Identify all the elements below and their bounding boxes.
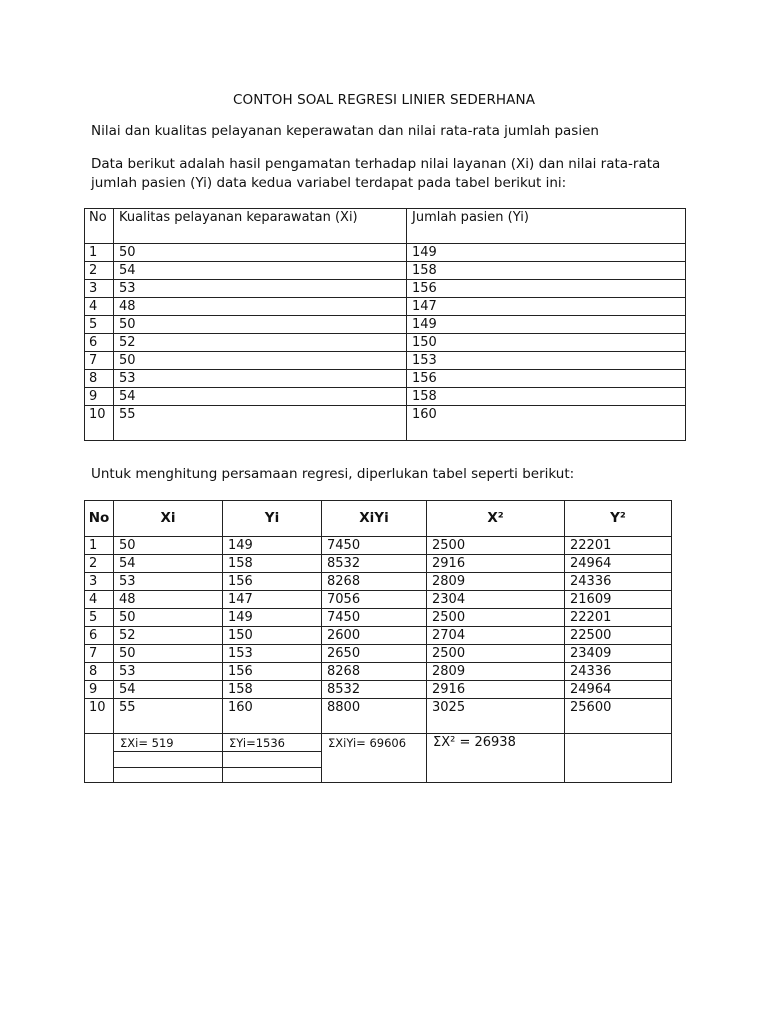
table-row: [85, 244, 686, 262]
table-cell: 8800: [322, 699, 427, 734]
column-header: No: [85, 501, 114, 537]
table-row: [85, 627, 672, 645]
table-cell: 2809: [427, 663, 565, 681]
table-cell: 150: [223, 627, 322, 645]
table-cell: 8532: [322, 681, 427, 699]
table-row: [85, 298, 686, 316]
table-row: [85, 406, 686, 441]
table-cell: 5: [85, 316, 114, 334]
table-row: [85, 370, 686, 388]
table-cell: 6: [85, 334, 114, 352]
table-cell: 3: [85, 573, 114, 591]
table-cell: 8268: [322, 663, 427, 681]
table-cell: 147: [223, 591, 322, 609]
table-cell: 2650: [322, 645, 427, 663]
table-cell: 24964: [565, 681, 672, 699]
table-cell: 55: [114, 699, 223, 734]
table-row: [85, 645, 672, 663]
table-cell: 52: [114, 627, 223, 645]
table-cell: 50: [114, 316, 407, 334]
table-cell: 2916: [427, 681, 565, 699]
table-cell: 149: [223, 609, 322, 627]
table-cell: 150: [407, 334, 686, 352]
table-cell: 22201: [565, 537, 672, 555]
table-cell: 52: [114, 334, 407, 352]
table-cell: 25600: [565, 699, 672, 734]
column-header: X²: [427, 501, 565, 537]
table-cell: 54: [114, 388, 407, 406]
table-cell: 48: [114, 298, 407, 316]
table-cell: 8532: [322, 555, 427, 573]
table-cell: 158: [223, 681, 322, 699]
table-cell: 50: [114, 645, 223, 663]
table-row: [85, 316, 686, 334]
table-cell: 53: [114, 370, 407, 388]
table-cell: 9: [85, 681, 114, 699]
table-row: [85, 262, 686, 280]
table-row: [85, 280, 686, 298]
regression-table: [84, 500, 672, 783]
sum-x2-cell: [427, 734, 565, 783]
table-cell: 4: [85, 591, 114, 609]
table-cell: 8268: [322, 573, 427, 591]
table-cell: 2: [85, 555, 114, 573]
column-header: Jumlah pasien (Yi): [407, 209, 686, 244]
table-cell: 149: [407, 244, 686, 262]
sum-value: ΣYi=1536: [229, 736, 285, 750]
table-cell: 10: [85, 406, 114, 441]
table-cell: 5: [85, 609, 114, 627]
table-cell: 6: [85, 627, 114, 645]
table-row: [85, 609, 672, 627]
table-cell: 53: [114, 280, 407, 298]
column-header: Kualitas pelayanan keparawatan (Xi): [114, 209, 407, 244]
table-cell: 24336: [565, 573, 672, 591]
table-header-row: [85, 209, 686, 244]
sum-row: [85, 734, 672, 783]
table-cell: 53: [114, 573, 223, 591]
intro-paragraph: Nilai dan kualitas pelayanan keperawatan dan nilai rata-rata jumlah pasien: [91, 123, 599, 139]
table-cell: 147: [407, 298, 686, 316]
table-cell: 9: [85, 388, 114, 406]
table-cell: 2600: [322, 627, 427, 645]
table-row: [85, 573, 672, 591]
table-cell: 55: [114, 406, 407, 441]
table-cell: 22500: [565, 627, 672, 645]
table-cell: 1: [85, 537, 114, 555]
column-header: Xi: [114, 501, 223, 537]
table-cell: 50: [114, 609, 223, 627]
table-cell: 3025: [427, 699, 565, 734]
table-cell: 54: [114, 555, 223, 573]
table-row: [85, 663, 672, 681]
table-row: [85, 699, 672, 734]
table-cell: 7: [85, 352, 114, 370]
table-cell: 2704: [427, 627, 565, 645]
table-cell: 2304: [427, 591, 565, 609]
sum-xi-cell: [114, 734, 223, 783]
table-cell: 50: [114, 537, 223, 555]
sum-cell-empty: [85, 734, 114, 783]
table-cell: 7056: [322, 591, 427, 609]
table-cell: 156: [223, 663, 322, 681]
table-cell: 156: [223, 573, 322, 591]
table-header-row: [85, 501, 672, 537]
table-cell: 2500: [427, 645, 565, 663]
table-cell: 3: [85, 280, 114, 298]
table-cell: 156: [407, 370, 686, 388]
sum-value: ΣXiYi= 69606: [328, 736, 407, 750]
table-cell: 50: [114, 352, 407, 370]
table-row: [85, 352, 686, 370]
table-cell: 149: [407, 316, 686, 334]
table-cell: 158: [407, 262, 686, 280]
table-cell: 8: [85, 370, 114, 388]
table-row: [85, 681, 672, 699]
table-row: [85, 334, 686, 352]
table-cell: 54: [114, 262, 407, 280]
table-cell: 8: [85, 663, 114, 681]
table-cell: 10: [85, 699, 114, 734]
table-row: [85, 555, 672, 573]
table-cell: 21609: [565, 591, 672, 609]
column-header: XiYi: [322, 501, 427, 537]
observation-table: [84, 208, 686, 441]
table-cell: 4: [85, 298, 114, 316]
table-cell: 24964: [565, 555, 672, 573]
table-cell: 54: [114, 681, 223, 699]
data-description-paragraph: Data berikut adalah hasil pengamatan terhadap nilai layanan (Xi) dan nilai rata-rata jumlah pasien (Yi) data kedua variabel terdapat pada tabel berikut ini:: [91, 156, 661, 191]
table-cell: 7450: [322, 609, 427, 627]
table-cell: 48: [114, 591, 223, 609]
sum-yi-cell: [223, 734, 322, 783]
table-cell: 158: [223, 555, 322, 573]
table-cell: 2809: [427, 573, 565, 591]
table-cell: 50: [114, 244, 407, 262]
column-header: Yi: [223, 501, 322, 537]
table-cell: 149: [223, 537, 322, 555]
table-cell: 24336: [565, 663, 672, 681]
sum-y2-cell: [565, 734, 672, 783]
sum-value: ΣX² = 26938: [433, 735, 516, 750]
column-header: Y²: [565, 501, 672, 537]
table-cell: 23409: [565, 645, 672, 663]
page-title: CONTOH SOAL REGRESI LINIER SEDERHANA: [232, 92, 536, 108]
sum-xiyi-cell: [322, 734, 427, 783]
table-row: [85, 537, 672, 555]
sum-value: ΣXi= 519: [120, 736, 174, 750]
table-cell: 156: [407, 280, 686, 298]
regression-intro-paragraph: Untuk menghitung persamaan regresi, diperlukan tabel seperti berikut:: [91, 466, 575, 482]
table-cell: 1: [85, 244, 114, 262]
table-cell: 2916: [427, 555, 565, 573]
table-cell: 7450: [322, 537, 427, 555]
table-cell: 53: [114, 663, 223, 681]
table-cell: 22201: [565, 609, 672, 627]
table-cell: 2500: [427, 609, 565, 627]
table-cell: 153: [223, 645, 322, 663]
table-cell: 2: [85, 262, 114, 280]
table-cell: 160: [223, 699, 322, 734]
table-cell: 160: [407, 406, 686, 441]
table-cell: 2500: [427, 537, 565, 555]
column-header: No: [85, 209, 114, 244]
table-cell: 7: [85, 645, 114, 663]
table-row: [85, 388, 686, 406]
table-cell: 158: [407, 388, 686, 406]
table-row: [85, 591, 672, 609]
table-cell: 153: [407, 352, 686, 370]
